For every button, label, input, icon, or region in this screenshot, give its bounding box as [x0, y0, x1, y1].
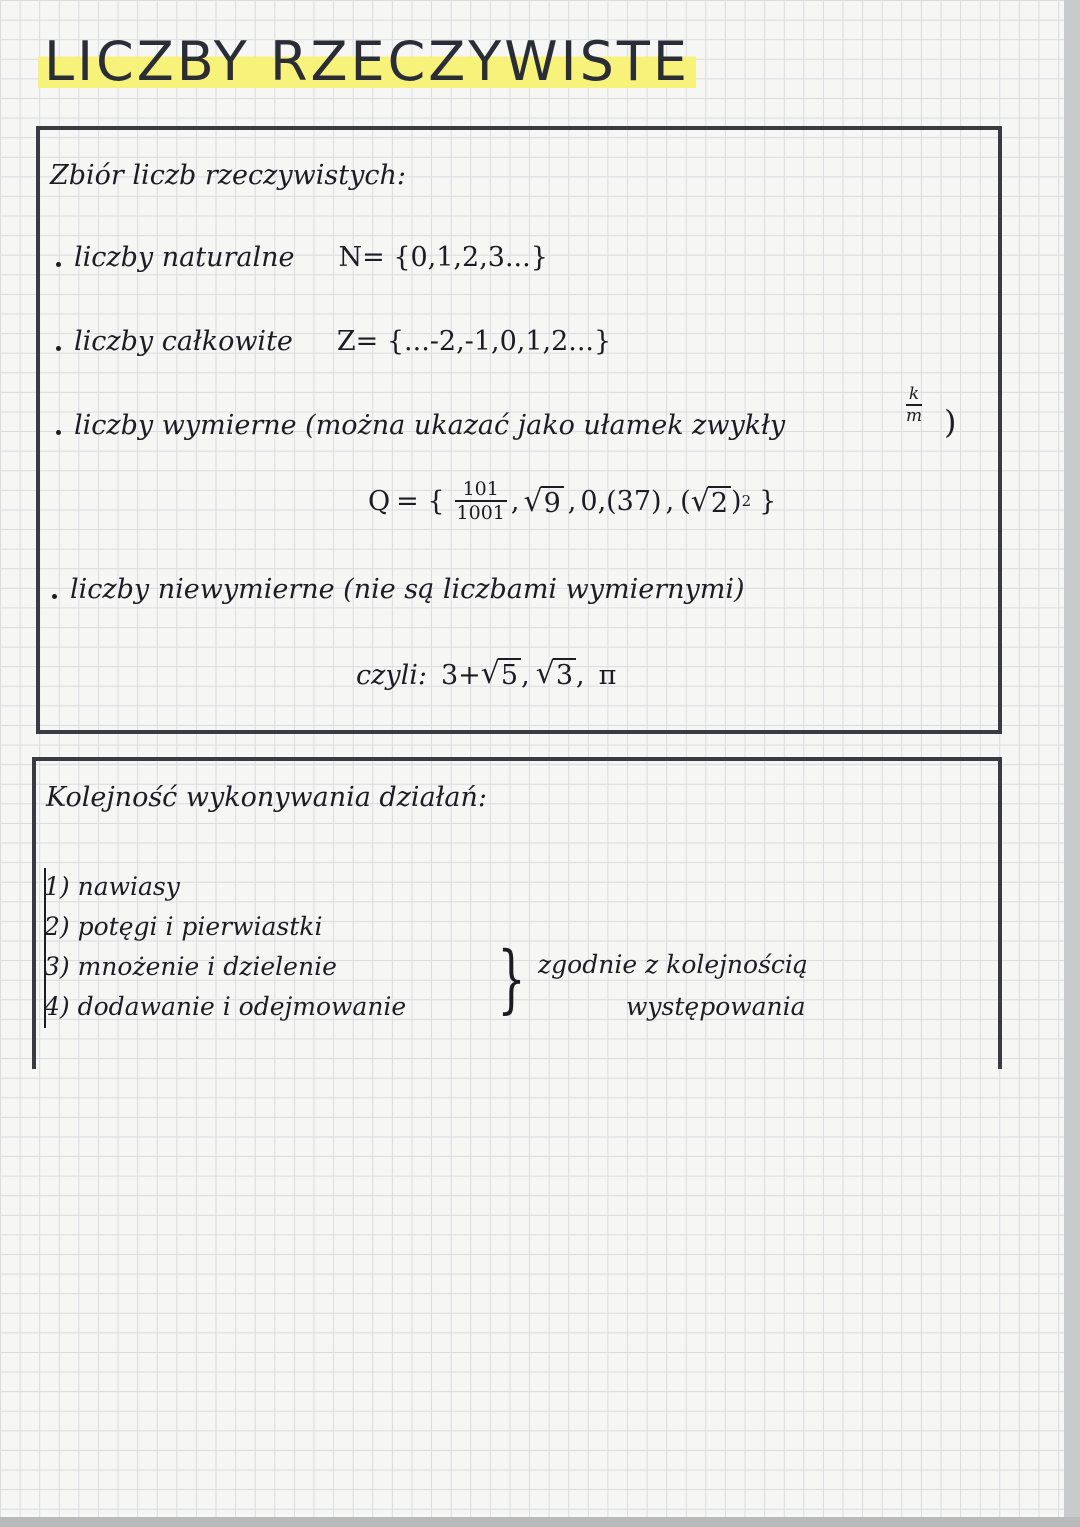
- natural-label: liczby naturalne: [74, 242, 295, 273]
- fraction-k: k: [908, 384, 920, 404]
- bullet-irrational: [52, 594, 57, 599]
- list-item: 1) nawiasy: [44, 872, 180, 901]
- periodic-fraction: 0,(37): [580, 485, 662, 517]
- page-title: LICZBY RZECZYWISTE: [38, 30, 696, 93]
- bullet-integers: [56, 346, 61, 351]
- list-item: 2) potęgi i pierwiastki: [44, 912, 323, 941]
- sqrt-3: √ 3: [536, 656, 576, 691]
- integers-set: = {...-2,-1,0,1,2...}: [355, 326, 612, 357]
- irrational-examples-label: czyli:: [356, 660, 427, 691]
- integers-line: [74, 326, 611, 357]
- list-item: 3) mnożenie i dzielenie: [44, 952, 337, 981]
- irrational-examples: czyli: 3+ √ 5 , √ 3 , π: [356, 656, 617, 691]
- separator: ,: [510, 485, 520, 517]
- example-3-plus: 3+: [440, 660, 481, 691]
- brace-note-line1: zgodnie z kolejnością: [538, 950, 808, 979]
- sqrt-2: √ 2: [691, 484, 731, 519]
- rational-set-close: }: [759, 485, 777, 517]
- natural-set-name: N: [338, 242, 363, 273]
- sqrt-9: √ 9: [523, 484, 563, 519]
- fraction-1001: 1001: [456, 502, 505, 524]
- fraction-101-1001: [455, 478, 507, 524]
- list-item: 4) dodawanie i odejmowanie: [44, 992, 407, 1021]
- fraction-k-over-m: [906, 384, 922, 426]
- rational-set-open: = {: [396, 485, 445, 517]
- separator: ,: [665, 485, 675, 517]
- real-numbers-heading: Zbiór liczb rzeczywistych:: [50, 160, 406, 191]
- bullet-rational: [56, 430, 61, 435]
- power-2: 2: [741, 492, 752, 510]
- pi-symbol: π: [598, 660, 617, 691]
- bullet-natural: [56, 262, 61, 267]
- brace-note-line2: występowania: [626, 992, 806, 1021]
- page-edge-bottom: [0, 1517, 1080, 1527]
- separator: ,: [567, 485, 577, 517]
- rational-set-examples: Q = { $\frac{101}{1001}$ , √ 9 , 0,(37) , ( √ 2 ) 2 }: [368, 478, 777, 524]
- grouping-brace: }: [497, 936, 526, 1022]
- rational-set-name: Q: [368, 485, 391, 517]
- fraction-101: 101: [462, 478, 499, 500]
- integers-set-name: Z: [336, 326, 356, 357]
- page-edge-right: [1064, 0, 1080, 1527]
- sqrt-5: √ 5: [481, 656, 521, 691]
- order-heading: Kolejność wykonywania działań:: [46, 782, 488, 813]
- irrational-label: liczby niewymierne (nie są liczbami wymiernymi): [70, 574, 745, 605]
- natural-set: = {0,1,2,3...}: [362, 242, 548, 273]
- integers-label: liczby całkowite: [74, 326, 293, 357]
- natural-numbers-line: [74, 242, 548, 273]
- fraction-m: m: [906, 406, 923, 426]
- rational-close-paren: ): [944, 403, 957, 441]
- rational-label: liczby wymierne (można ukazać jako ułamek zwykły: [74, 410, 786, 441]
